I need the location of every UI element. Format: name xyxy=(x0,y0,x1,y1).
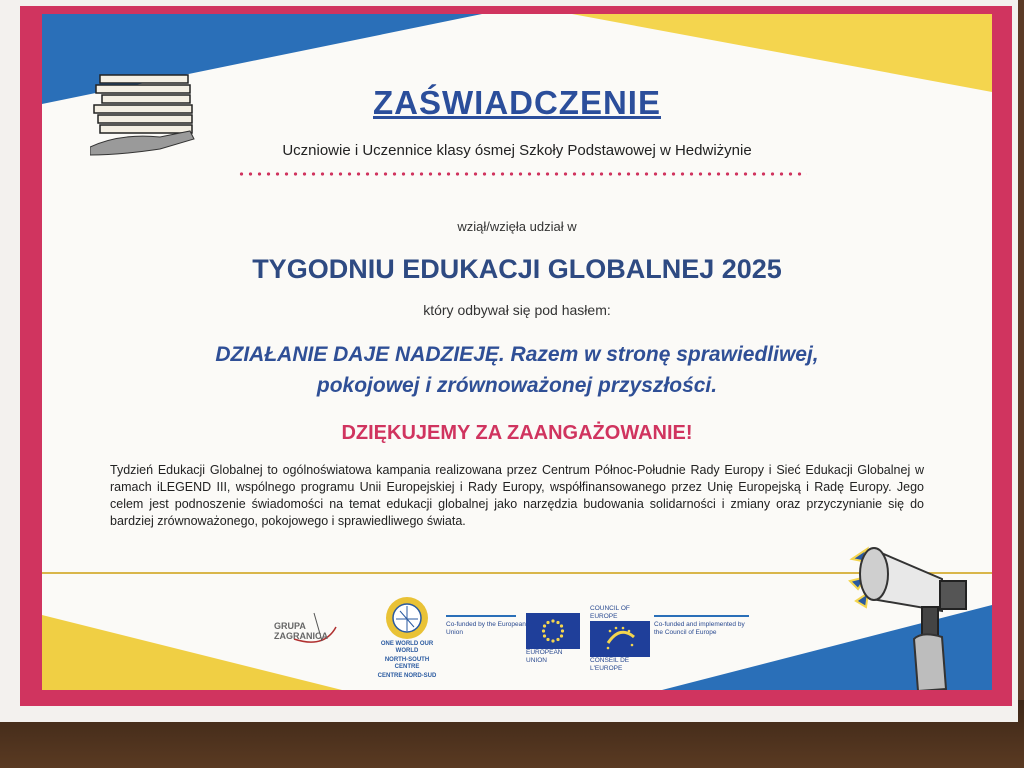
participated-text: wziął/wzięła udział w xyxy=(457,219,577,234)
nsc-globe-icon xyxy=(386,597,428,639)
motto-line-1: DZIAŁANIE DAJE NADZIEJĘ. Razem w stronę sprawiedliwej, xyxy=(215,343,819,366)
yellow-corner-top-right xyxy=(572,14,992,92)
cofunded-coe-label xyxy=(654,615,754,637)
eu-logo xyxy=(526,613,582,665)
council-of-europe-logo xyxy=(590,605,652,673)
cofunded-coe-text: Co-funded and implemented by the Council of Europe xyxy=(654,621,745,636)
north-south-centre-logo xyxy=(377,597,437,679)
event-name: TYGODNIU EDUKACJI GLOBALNEJ 2025 xyxy=(252,254,782,284)
certificate-body xyxy=(42,14,992,690)
campaign-description: Tydzień Edukacji Globalnej to ogólnoświatowa kampania realizowana przez Centrum Północ-Południe Rady Europy i Sieć Edukacji Globalnej w ramach iLEGEND III, wspólnego programu Unii Europejskiej i Rady Europy, współfinansowanego przez Unię Europejską i Radę Europy. Jego celem jest podnoszenie świadomości na temat edukacji globalnej jako narzędzia budowania solidarności i zmiany oraz przyczynianie się do bardziej zrównoważonego, pokojowego i sprawiedliwego świata. xyxy=(110,463,924,528)
coe-top-label: COUNCIL OF EUROPE xyxy=(590,605,630,620)
cofunded-eu-label xyxy=(446,615,526,637)
nsc-tagline: ONE WORLD OUR WORLD xyxy=(380,641,434,654)
megaphone-illustration xyxy=(822,519,982,690)
motto xyxy=(182,339,852,401)
recipient-text: Uczniowie i Uczennice klasy ósmej Szkoły Podstawowej w Hedwiżynie xyxy=(282,142,752,159)
coe-bottom-label: CONSEIL DE L'EUROPE xyxy=(590,657,630,672)
cofunded-eu-text: Co-funded by the European Union xyxy=(446,621,526,636)
grupa-zagranica-logo xyxy=(274,609,344,649)
motto-line-2: pokojowej i zrównoważonej przyszłości. xyxy=(316,374,718,397)
certificate-title: ZAŚWIADCZENIE xyxy=(373,84,661,121)
nsc-name: NORTH-SOUTH CENTRE xyxy=(384,657,430,670)
eu-label: EUROPEAN UNION xyxy=(526,649,563,664)
nsc-name-fr: CENTRE NORD-SUD xyxy=(377,673,437,679)
eu-flag-icon xyxy=(526,613,580,649)
motto-intro: który odbywał się pod hasłem: xyxy=(423,302,611,318)
dotted-divider xyxy=(237,172,807,176)
coe-flag-icon xyxy=(590,621,650,657)
grupa-zagranica-text: GRUPA ZAGRANICA xyxy=(274,621,328,641)
thanks-text: DZIĘKUJEMY ZA ZAANGAŻOWANIE! xyxy=(341,422,693,444)
